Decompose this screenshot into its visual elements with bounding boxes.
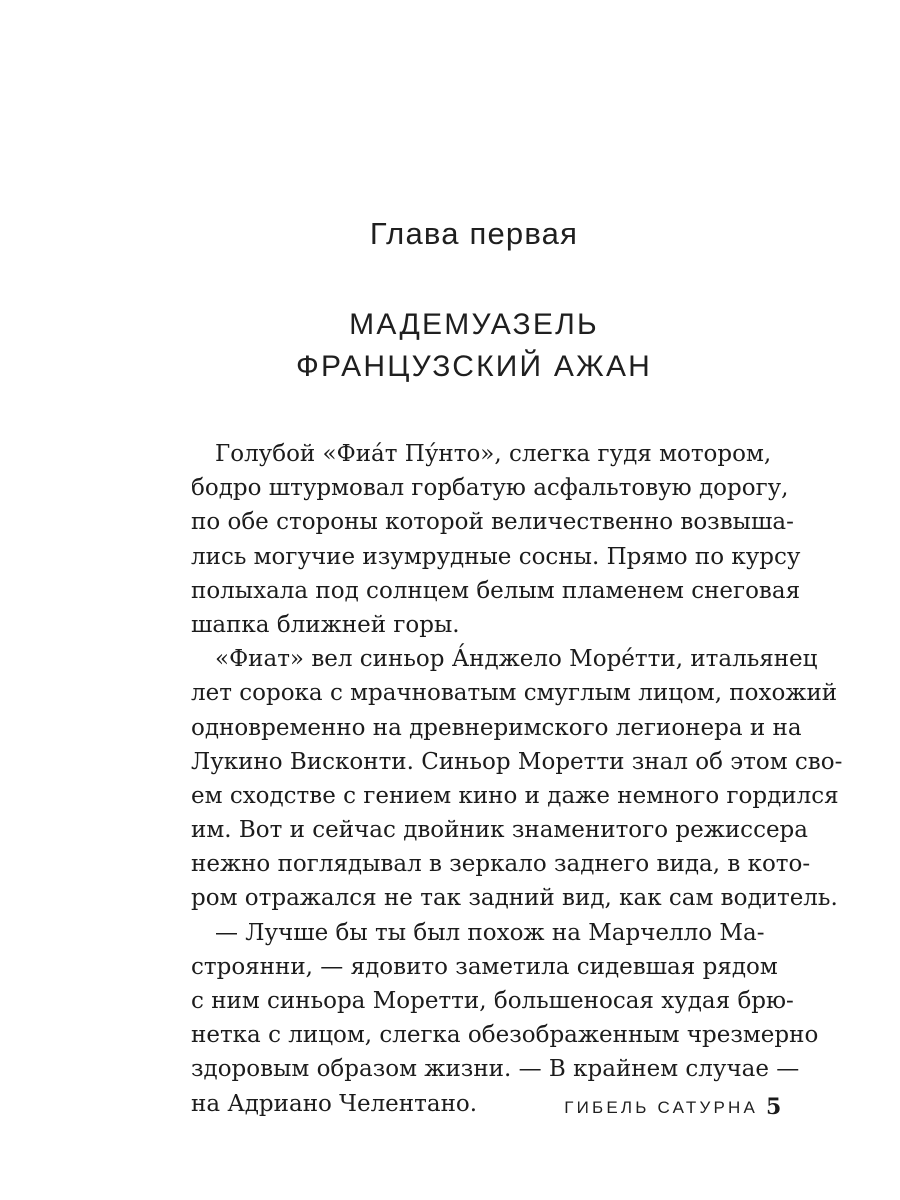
text-line: лет сорока с мрачноватым смуглым лицом, похожий <box>191 680 838 707</box>
text-line: лись могучие изумрудные сосны. Прямо по курсу <box>191 543 801 570</box>
text-line: здоровым образом жизни. — В крайнем случае — <box>191 1056 800 1083</box>
chapter-title-line: МАДЕМУАЗЕЛЬ <box>349 308 599 341</box>
text-line: Лукино Висконти. Синьор Моретти знал об этом сво- <box>191 748 843 775</box>
body-text <box>191 437 843 1121</box>
text-line: — Лучше бы ты был похож на Марчелло Ма- <box>215 919 765 946</box>
text-line: строянни, — ядовито заметила сидевшая рядом <box>191 953 778 980</box>
text-line: с ним синьора Моретти, большеносая худая брю- <box>191 988 794 1014</box>
text-line: им. Вот и сейчас двойник знаменитого режиссера <box>191 817 808 844</box>
text-line: «Фиат» вел синьор А́нджело Море́тти, итальянец <box>215 646 818 673</box>
chapter-label: Глава первая <box>369 216 579 251</box>
text-line: одновременно на древнеримского легионера и на <box>191 714 802 741</box>
text-line: по обе стороны которой величественно возвыша- <box>191 509 794 536</box>
text-line: на Адриано Челентано. <box>191 1090 478 1117</box>
text-line: нетка с лицом, слегка обезображенным чрезмерно <box>191 1022 819 1049</box>
running-footer-title: ГИБЕЛЬ САТУРНА <box>564 1098 758 1117</box>
text-line: нежно поглядывал в зеркало заднего вида, в кото- <box>191 851 811 878</box>
text-line: Голубой «Фиа́т Пу́нто», слегка гудя мотором, <box>215 441 772 467</box>
chapter-title <box>0 304 900 388</box>
paragraph-1 <box>191 437 801 642</box>
text-line: полыхала под солнцем белым пламенем снеговая <box>191 577 801 604</box>
paragraph-2 <box>191 642 843 916</box>
chapter-title-line: ФРАНЦУЗСКИЙ АЖАН <box>295 350 653 383</box>
text-line: ем сходстве с гением кино и даже немного гордился <box>191 782 839 809</box>
paragraph-3 <box>191 916 819 1121</box>
page-number: 5 <box>766 1094 782 1120</box>
text-line: ром отражался не так задний вид, как сам водитель. <box>191 885 838 912</box>
text-line: шапка ближней горы. <box>191 611 460 638</box>
text-line: бодро штурмовал горбатую асфальтовую дорогу, <box>191 475 789 502</box>
